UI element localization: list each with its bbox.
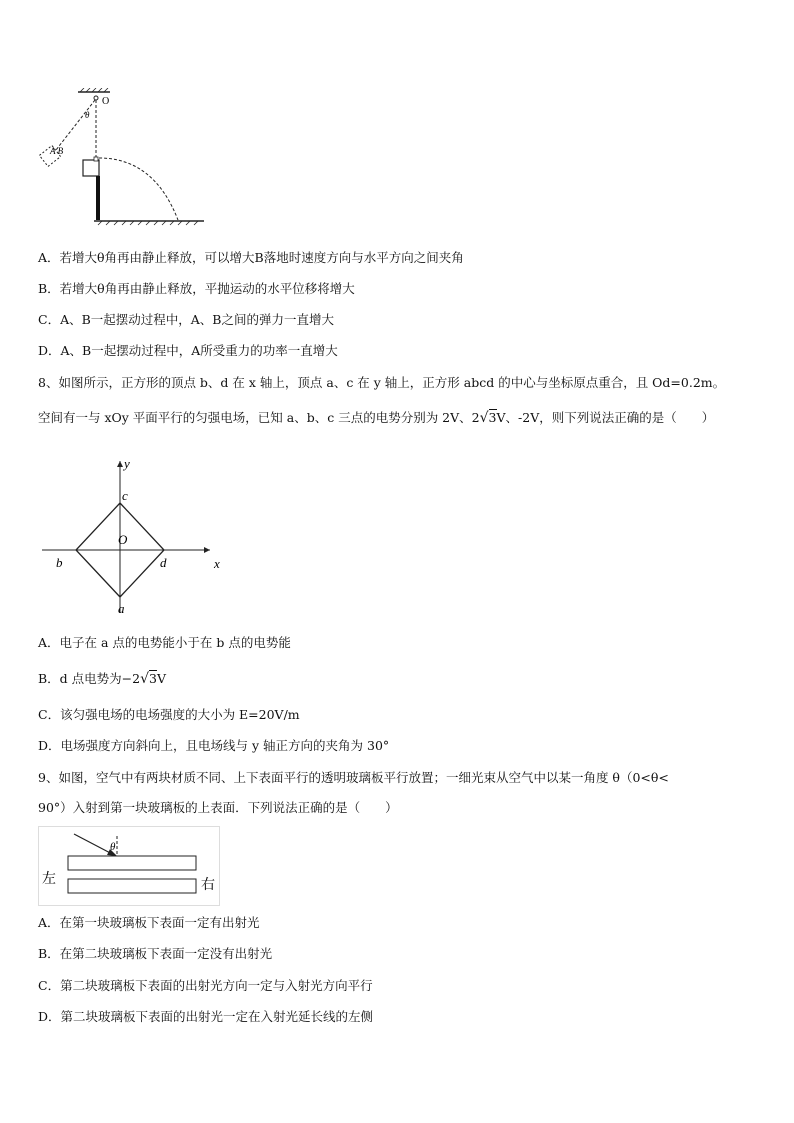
q9-option-c: C．第二块玻璃板下表面的出射光方向一定与入射光方向平行 bbox=[38, 978, 373, 993]
q7-option-c: C．A、B一起摆动过程中，A、B之间的弹力一直增大 bbox=[38, 312, 334, 327]
q7-option-a: A．若增大θ角再由静止释放，可以增大B落地时速度方向与水平方向之间夹角 bbox=[38, 250, 464, 265]
vertex-c-label: c bbox=[122, 488, 128, 503]
glass-plates-figure bbox=[38, 826, 220, 906]
label-O: O bbox=[102, 96, 110, 107]
q7-option-d: D．A、B一起摆动过程中，A所受重力的功率一直增大 bbox=[38, 343, 338, 358]
label-AB: A B bbox=[50, 146, 64, 156]
label-left: 左 bbox=[42, 872, 56, 887]
sqrt-expression: 2√3 bbox=[471, 410, 497, 426]
vertex-a-label: a bbox=[118, 601, 125, 615]
q9-option-b: B．在第二块玻璃板下表面一定没有出射光 bbox=[38, 946, 273, 961]
label-theta: θ bbox=[85, 110, 90, 120]
q8-option-a: A．电子在 a 点的电势能小于在 b 点的电势能 bbox=[38, 635, 291, 650]
q9-stem-line2: 90°）入射到第一块玻璃板的上表面．下列说法正确的是（ ） bbox=[38, 800, 398, 815]
q8-option-b: B．d 点电势为−2√3V bbox=[38, 671, 167, 687]
label-right: 右 bbox=[201, 878, 215, 893]
q8-option-c: C．该匀强电场的电场强度的大小为 E=20V/m bbox=[38, 707, 300, 722]
vertex-b-label: b bbox=[56, 555, 63, 570]
label-theta: θ bbox=[110, 841, 116, 853]
axis-x-label: x bbox=[214, 556, 220, 571]
q9-option-a: A．在第一块玻璃板下表面一定有出射光 bbox=[38, 915, 260, 930]
q8-stem-line2: 空间有一与 xOy 平面平行的匀强电场，已知 a、b、c 三点的电势分别为 2V、2√3V、-2V，则下列说法正确的是（ ） bbox=[38, 410, 715, 426]
q9-option-d: D．第二块玻璃板下表面的出射光一定在入射光延长线的左侧 bbox=[38, 1009, 374, 1024]
q8-option-d: D．电场强度方向斜向上，且电场线与 y 轴正方向的夹角为 30° bbox=[38, 738, 390, 753]
square-axes-figure bbox=[38, 455, 238, 615]
q7-option-b: B．若增大θ角再由静止释放，平抛运动的水平位移将增大 bbox=[38, 281, 355, 296]
origin-label: O bbox=[118, 532, 128, 547]
sqrt-expression: −2√3 bbox=[121, 671, 157, 687]
axis-y-label: y bbox=[124, 456, 130, 471]
pendulum-figure bbox=[36, 88, 216, 228]
q8-stem-line1: 8、如图所示，正方形的顶点 b、d 在 x 轴上，顶点 a、c 在 y 轴上，正方形 abcd 的中心与坐标原点重合，且 Od=0.2m。 bbox=[38, 375, 726, 390]
vertex-d-label: d bbox=[160, 555, 167, 570]
q9-stem-line1: 9、如图，空气中有两块材质不同、上下表面平行的透明玻璃板平行放置；一细光束从空气中以某一角度 θ（0<θ< bbox=[38, 770, 669, 785]
